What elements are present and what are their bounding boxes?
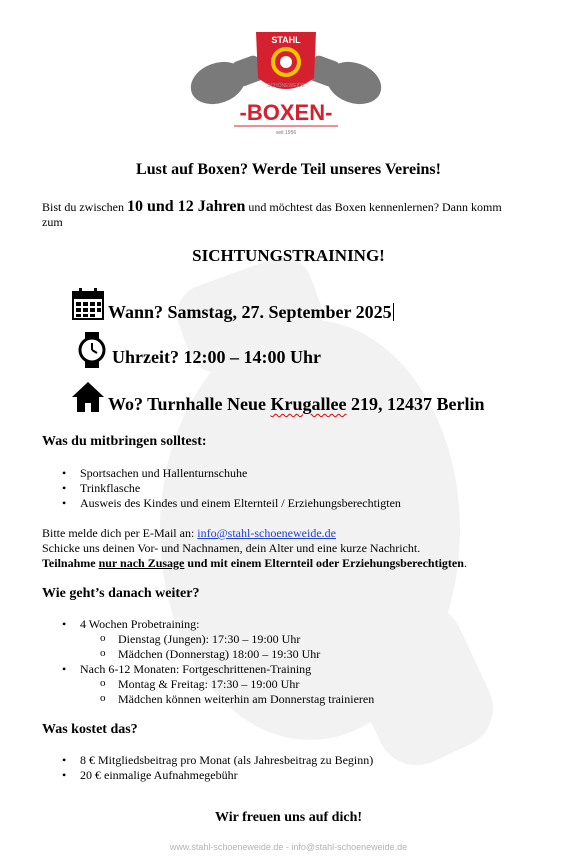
list-item: • 4 Wochen Probetraining: o Dienstag (Jungen): 17:30 – 19:00 Uhr o Mädchen (Donnerstag) 18:00 – 19:30 Uhr <box>62 617 374 662</box>
watch-icon <box>74 332 110 368</box>
email-link[interactable]: info@stahl-schoeneweide.de <box>197 526 336 540</box>
list-item: • Trinkflasche <box>62 481 401 496</box>
house-icon <box>70 379 106 415</box>
signup-line2: Schicke uns deinen Vor- und Nachnamen, dein Alter und eine kurze Nachricht. <box>42 541 421 555</box>
text-cursor <box>393 303 394 321</box>
list-item: • Sportsachen und Hallenturnschuhe <box>62 466 401 481</box>
list-item: • 8 € Mitgliedsbeitrag pro Monat (als Jahresbeitrag zu Beginn) <box>62 753 373 768</box>
cost-list <box>62 753 373 783</box>
next-list <box>62 617 374 707</box>
bring-list <box>62 466 401 511</box>
intro-age: 10 und 12 Jahren <box>127 198 246 215</box>
where-row <box>70 379 485 415</box>
sub-list-item: o Mädchen können weiterhin am Donnerstag trainieren <box>80 692 374 707</box>
when-row <box>70 287 394 323</box>
signup-text: Bitte melde dich per E-Mail an: info@stahl-schoeneweide.de Schicke uns deinen Vor- und Nachnamen, dein Alter und eine kurze Nachricht. Teilnahme nur nach Zusage und mit einem Elternteil oder Erziehungsberechtigten. <box>42 526 542 571</box>
intro-text <box>42 199 522 230</box>
time-text: Uhrzeit? 12:00 – 14:00 Uhr <box>112 347 321 367</box>
club-logo <box>186 28 386 138</box>
next-heading: Wie geht’s danach weiter? <box>42 586 200 601</box>
where-text: Wo? Turnhalle Neue Krugallee 219, 12437 Berlin <box>108 394 485 414</box>
list-item: • 20 € einmalige Aufnahmegebühr <box>62 768 373 783</box>
spellcheck-word: Krugallee <box>270 394 347 414</box>
time-row <box>74 332 321 368</box>
boxing-gloves-icon <box>186 28 386 138</box>
list-item: • Ausweis des Kindes und einem Elternteil / Erziehungsberechtigten <box>62 496 401 511</box>
event-title: SICHTUNGSTRAINING! <box>192 246 385 265</box>
when-text[interactable]: Wann? Samstag, 27. September 2025 <box>108 302 392 322</box>
logo-name: -BOXEN- <box>239 100 333 125</box>
logo-brand: STAHL <box>271 35 301 45</box>
footer-text: www.stahl-schoeneweide.de - info@stahl-schoeneweide.de <box>169 842 408 852</box>
closing-text: Wir freuen uns auf dich! <box>214 810 363 825</box>
signup-line3: Teilnahme nur nach Zusage und mit einem Elternteil oder Erziehungsberechtigten. <box>42 556 467 570</box>
bring-heading: Was du mitbringen solltest: <box>42 434 207 449</box>
intro-part2: und möchtest das Boxen kennenlernen? Dann komm zum <box>42 200 502 229</box>
sub-list-item: o Mädchen (Donnerstag) 18:00 – 19:30 Uhr <box>80 647 374 662</box>
cost-heading: Was kostet das? <box>42 722 138 737</box>
intro-part1: Bist du zwischen <box>42 200 127 214</box>
sub-list-item: o Montag & Freitag: 17:30 – 19:00 Uhr <box>80 677 374 692</box>
list-item: • Nach 6-12 Monaten: Fortgeschrittenen-Training o Montag & Freitag: 17:30 – 19:00 Uhr o Mädchen können weiterhin am Donnerstag trainieren <box>62 662 374 707</box>
sub-list-item: o Dienstag (Jungen): 17:30 – 19:00 Uhr <box>80 632 374 647</box>
calendar-icon <box>70 287 106 323</box>
logo-since: seit 1956 <box>275 130 297 136</box>
headline: Lust auf Boxen? Werde Teil unseres Vereins! <box>136 161 441 178</box>
logo-ring-text: SCHÖNEWEIDE <box>267 83 305 89</box>
